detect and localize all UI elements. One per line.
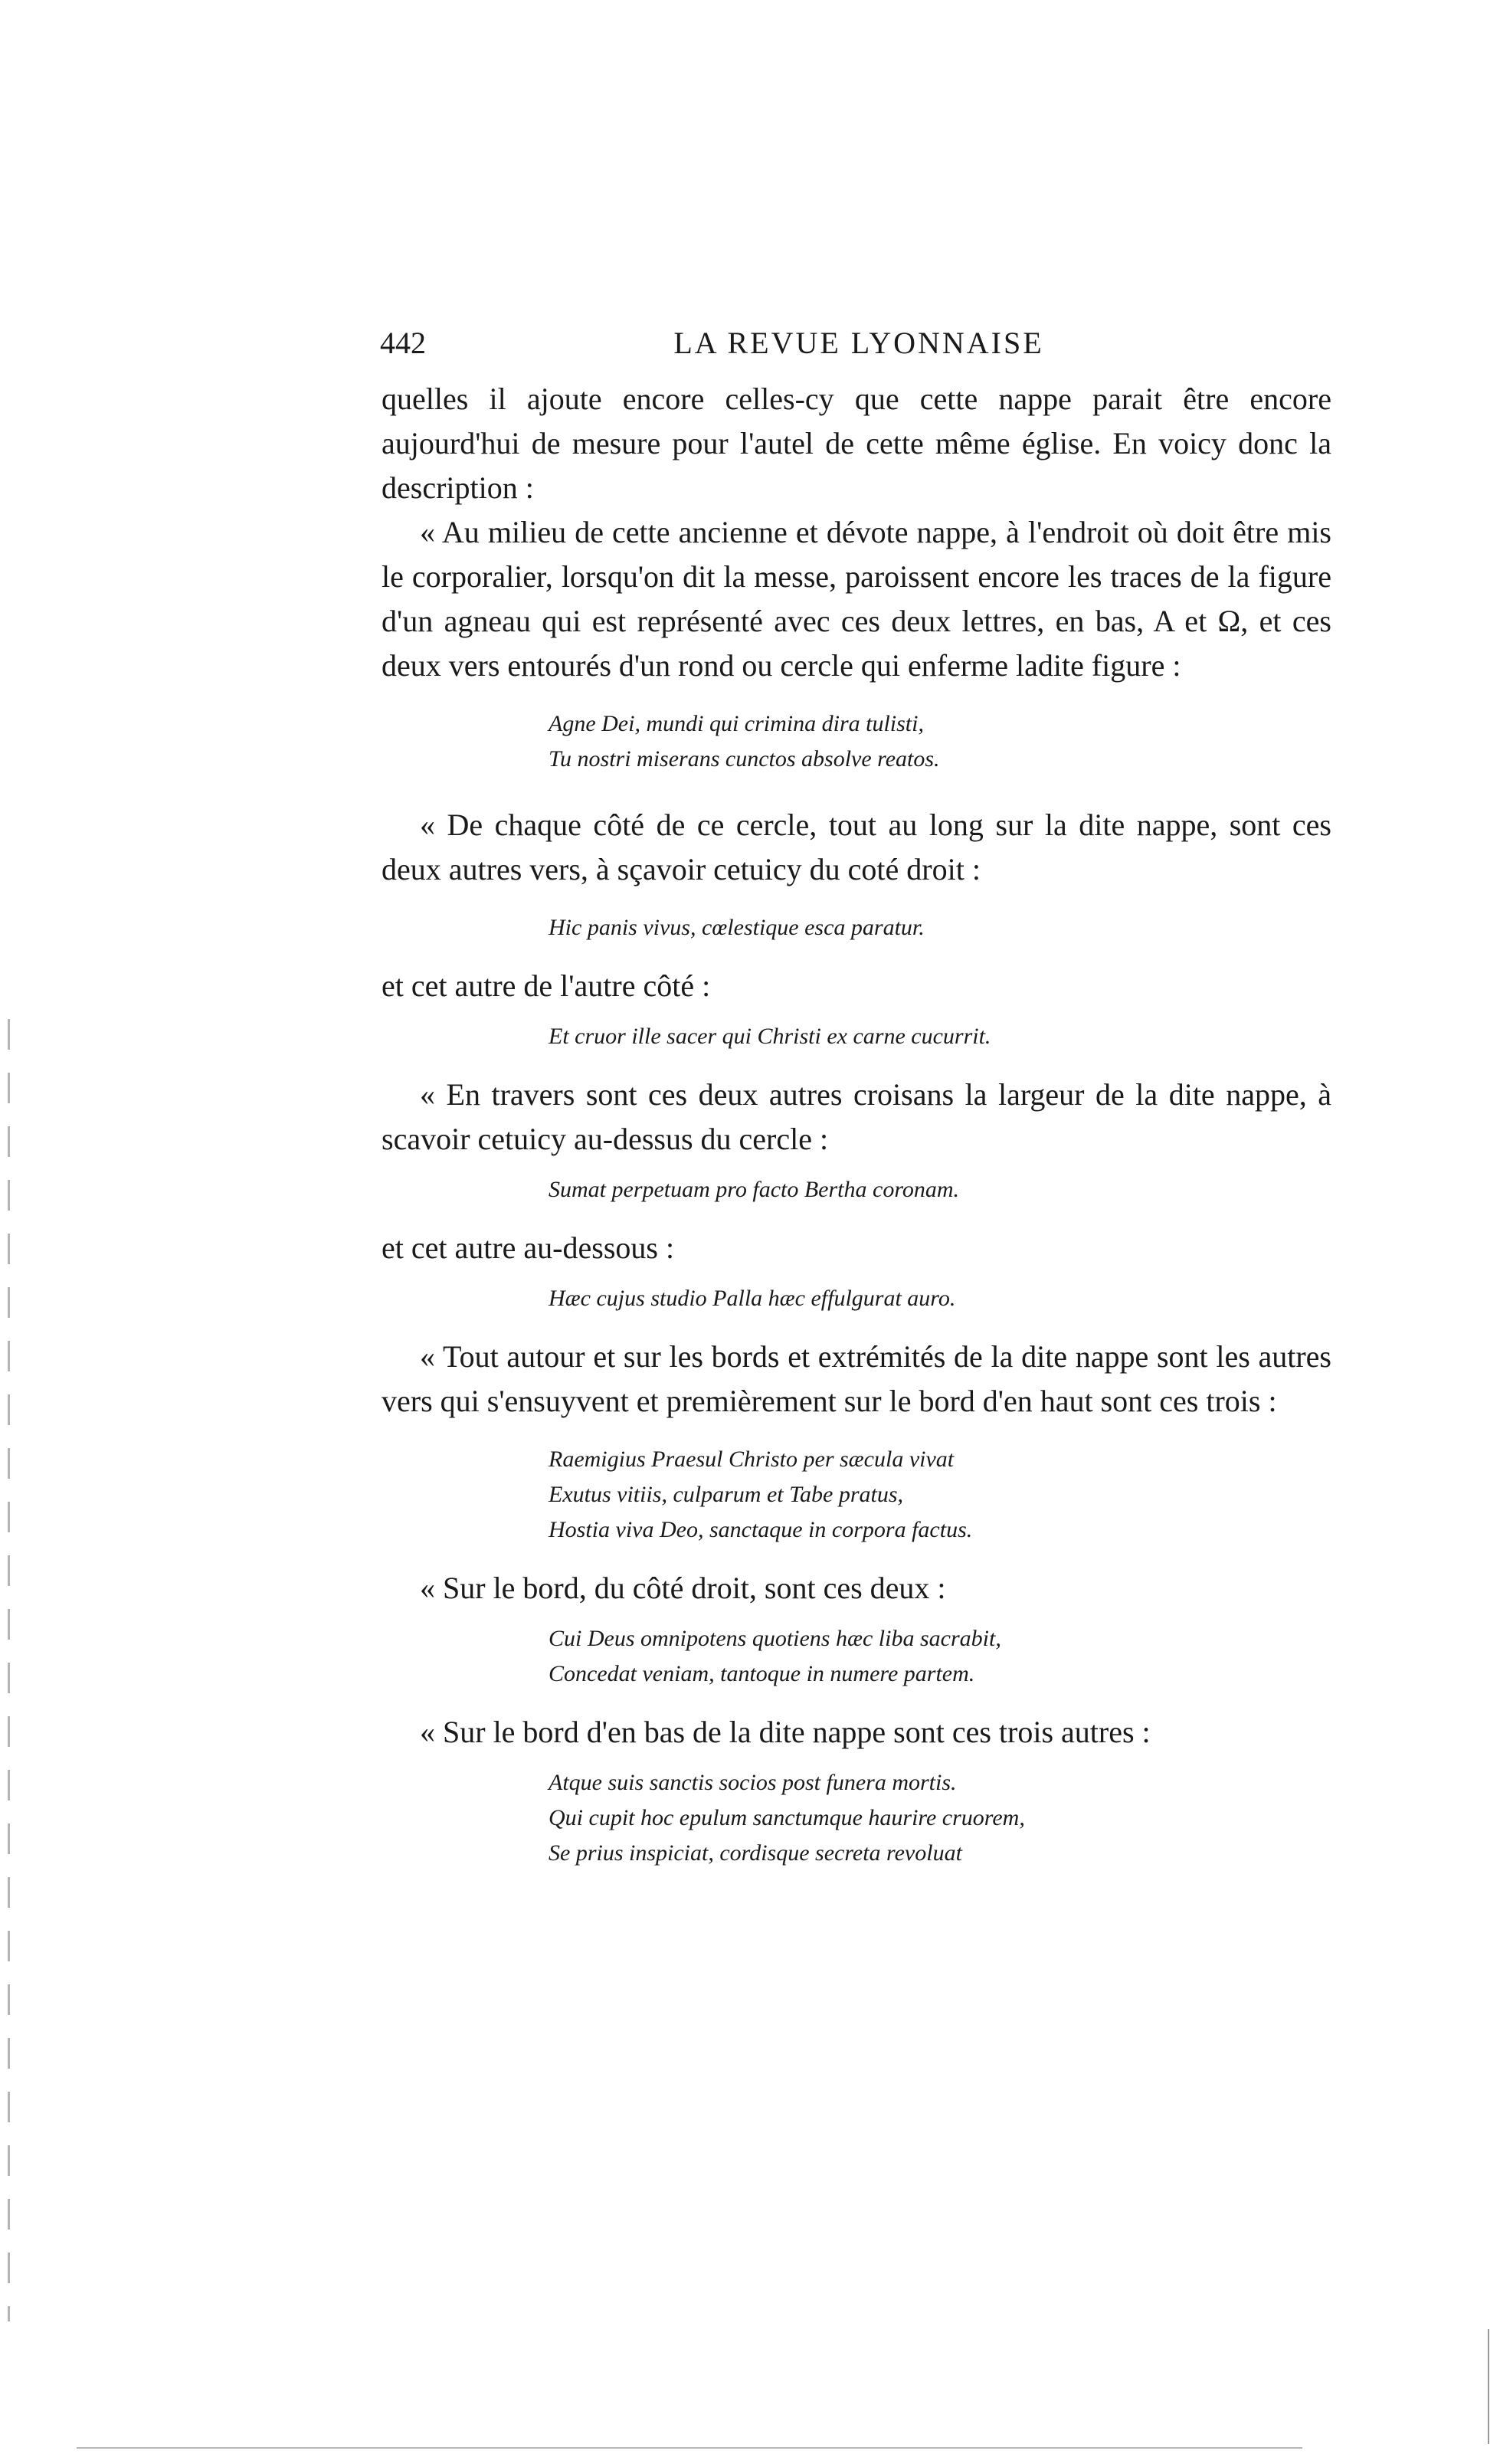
verse-line: Concedat veniam, tantoque in numere partem. [549, 1661, 975, 1686]
scan-right-edge [1488, 2329, 1489, 2444]
page-header [380, 325, 1338, 363]
paragraph: « Sur le bord d'en bas de la dite nappe sont ces trois autres : [420, 1715, 1151, 1749]
paragraph: « De chaque côté de ce cercle, tout au long sur la dite nappe, sont ces deux autres vers, à sçavoir cetuicy du coté droit : [382, 808, 1331, 886]
page-body [382, 377, 1331, 1871]
paragraph: et cet autre de l'autre côté : [382, 968, 711, 1003]
verse-line: Qui cupit hoc epulum sanctumque haurire cruorem, [549, 1805, 1025, 1830]
paragraph: quelles il ajoute encore celles-cy que cette nappe parait être encore aujourd'hui de mesure pour l'autel de cette même église. En voicy donc la description : [382, 382, 1331, 505]
verse-line: Sumat perpetuam pro facto Bertha coronam. [549, 1177, 960, 1202]
paragraph: « Tout autour et sur les bords et extrémités de la dite nappe sont les autres vers qui s'ensuyvent et premièrement sur le bord d'en haut sont ces trois : [382, 1339, 1331, 1418]
paragraph: « Au milieu de cette ancienne et dévote nappe, à l'endroit où doit être mis le corporalier, lorsqu'on dit la messe, paroissent encore les traces de la figure d'un agneau qui est représenté avec ces deux lettres, en bas, A et Ω, et ces deux vers entourés d'un rond ou cercle qui enferme ladite figure : [382, 515, 1331, 683]
verse-line: Hæc cujus studio Palla hæc effulgurat auro. [549, 1286, 956, 1311]
scan-bottom-rule [77, 2447, 1302, 2449]
verse-line: Raemigius Praesul Christo per sæcula vivat [549, 1447, 955, 1472]
paragraph: « En travers sont ces deux autres croisans la largeur de la dite nappe, à scavoir cetuicy au-dessus du cercle : [382, 1077, 1331, 1156]
paragraph: « Sur le bord, du côté droit, sont ces deux : [420, 1571, 946, 1605]
scan-edge-marks [8, 1019, 10, 2321]
verse-line: Agne Dei, mundi qui crimina dira tulisti, [549, 711, 924, 736]
running-title: LA REVUE LYONNAISE [673, 326, 1044, 360]
verse-line: Se prius inspiciat, cordisque secreta revoluat [549, 1840, 962, 1866]
verse-line: Et cruor ille sacer qui Christi ex carne cucurrit. [549, 1024, 991, 1049]
verse-line: Tu nostri miserans cunctos absolve reatos. [549, 746, 940, 772]
verse-line: Exutus vitiis, culparum et Tabe pratus, [549, 1482, 904, 1507]
page-number: 442 [380, 326, 426, 360]
paragraph: et cet autre au-dessous : [382, 1230, 675, 1265]
verse-line: Hic panis vivus, cœlestique esca paratur. [549, 915, 925, 940]
verse-line: Cui Deus omnipotens quotiens hæc liba sacrabit, [549, 1626, 1001, 1651]
verse-line: Atque suis sanctis socios post funera mortis. [549, 1770, 957, 1795]
verse-line: Hostia viva Deo, sanctaque in corpora factus. [549, 1517, 973, 1542]
